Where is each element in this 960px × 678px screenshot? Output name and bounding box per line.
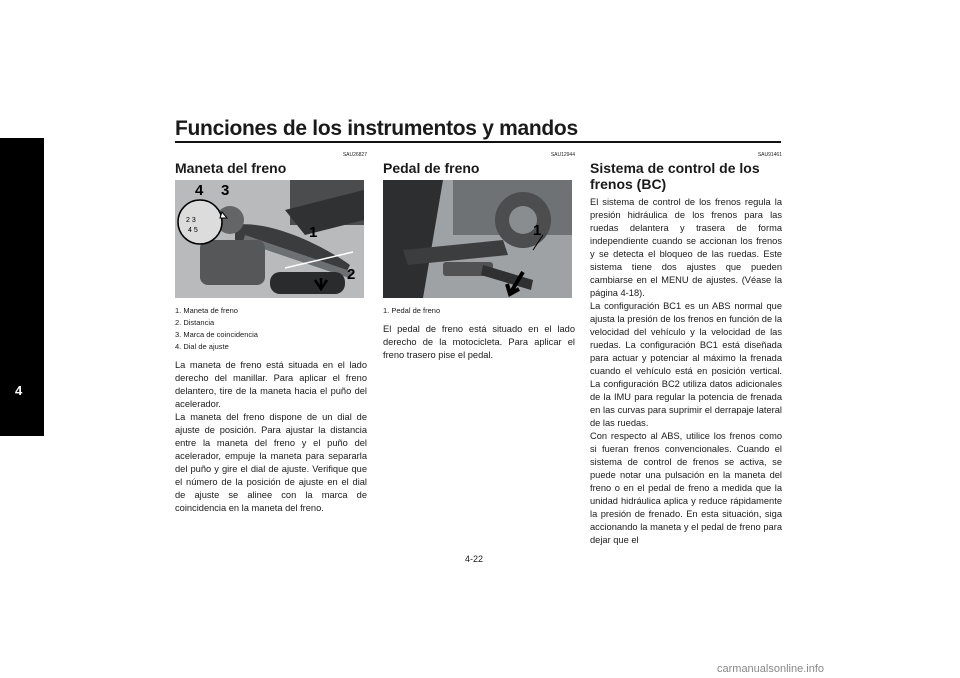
column-brake-pedal [383, 152, 575, 362]
svg-text:4 5: 4 5 [188, 227, 198, 234]
body-text [383, 323, 575, 362]
section-code: SAU12944 [550, 152, 575, 158]
section-code: SAU91461 [757, 152, 782, 158]
callout-1: 1 [533, 222, 542, 239]
paragraph: La configuración BC1 es un ABS normal que ajusta la presión de los frenos en función de la velocidad del vehículo y la velocidad de las ruedas. La configuración BC1 está diseñada para actuar y potenciar al máximo la frenada cuando el vehículo está en posición vertical. La configuración BC2 utiliza datos adicionales de la IMU para regular la potencia de frenada en las curvas para suprimir el derrapaje lateral de las ruedas. [590, 301, 782, 428]
page-title: Funciones de los instrumentos y mandos [175, 117, 578, 140]
paragraph: El pedal de freno está situado en el lado derecho de la motocicleta. Para aplicar el freno trasero pise el pedal. [383, 324, 575, 360]
paragraph: La maneta del freno dispone de un dial de ajuste de posición. Para ajustar la distancia entre la maneta del freno y el puño del acelerador, empuje la maneta para separarla del puño y gire el dial de ajuste. Verifique que el número de la posición de ajuste en el dial de ajuste se alinee con la marca de coincidencia en la maneta del freno. [175, 412, 367, 513]
section-title: Sistema de control de los frenos (BC) [590, 160, 760, 192]
callout-3: 3 [221, 182, 230, 199]
section-title: Pedal de freno [383, 160, 480, 176]
figure-captions [383, 305, 575, 317]
chapter-number: 4 [15, 383, 23, 398]
column-brake-lever [175, 152, 367, 515]
paragraph: La maneta de freno está situada en el lado derecho del manillar. Para aplicar el freno delantero, tire de la maneta hacia el puño del acelerador. [175, 360, 367, 409]
caption-item: 1. Pedal de freno [383, 306, 441, 315]
body-text [590, 196, 782, 547]
brake-pedal-illustration [383, 180, 572, 298]
callout-2: 2 [347, 266, 356, 283]
chapter-tab [0, 138, 44, 436]
page-number: 4-22 [465, 554, 484, 564]
brake-lever-illustration [175, 180, 364, 298]
svg-text:2 3: 2 3 [186, 217, 196, 224]
callout-4: 4 [195, 182, 204, 199]
callout-1: 1 [309, 224, 318, 241]
paragraph: Con respecto al ABS, utilice los frenos como si fueran frenos convencionales. Cuando el sistema de control de frenos se activa, se puede notar una pulsación en la maneta del freno o en el pedal de freno a medida que la unidad hidráulica aplica y reduce rápidamente la presión de frenado. En esta situación, siga accionando la maneta y el pedal de freno para dejar que el [590, 431, 782, 545]
paragraph: El sistema de control de los frenos regula la presión hidráulica de los frenos para las ruedas delantera y trasera de forma independiente cuando se accionan los frenos y se detecta el bloqueo de las ruedas. Este sistema tiene dos ajustes que pueden cambiarse en el MENU de ajustes. (Véase la página 4-18). [590, 197, 782, 298]
section-code: SAU26827 [342, 152, 367, 158]
column-brake-control-system [590, 152, 782, 547]
brake-pedal-photo [383, 180, 572, 298]
figure-captions [175, 305, 367, 353]
title-rule [175, 141, 781, 143]
footer-watermark: carmanualsonline.info [717, 663, 825, 675]
caption-item: 4. Dial de ajuste [175, 342, 229, 351]
caption-item: 2. Distancia [175, 318, 215, 327]
caption-item: 1. Maneta de freno [175, 306, 238, 315]
brake-lever-photo [175, 180, 364, 298]
body-text [175, 359, 367, 515]
section-title: Maneta del freno [175, 160, 287, 176]
caption-item: 3. Marca de coincidencia [175, 330, 258, 339]
